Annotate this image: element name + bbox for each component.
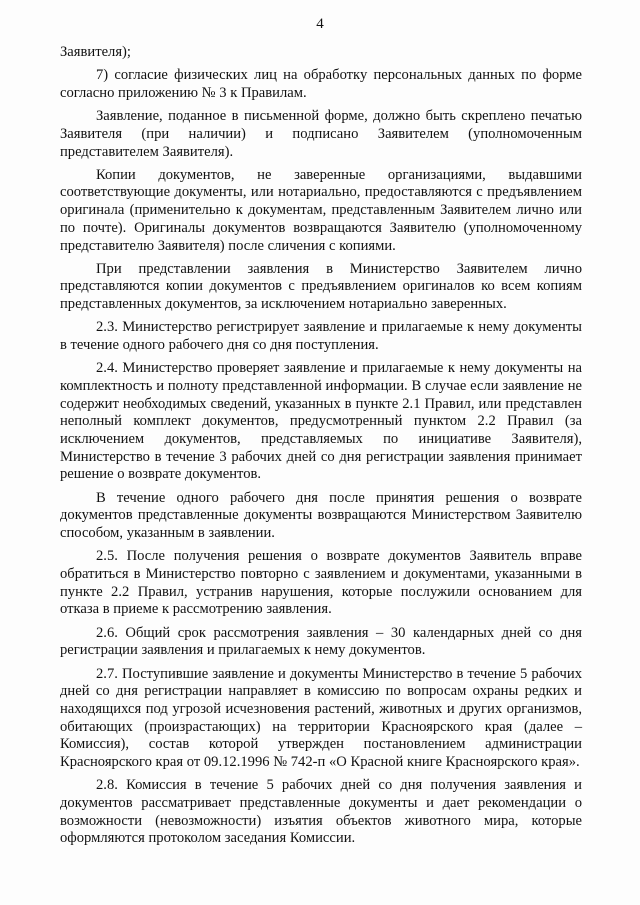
paragraph-2-8-commission-review: 2.8. Комиссия в течение 5 рабочих дней со дня получения заявления и документов рассматривает представленные документы и дает рекомендации о возможности (невозможности) изъятия объектов животного мира, которые оформляются протоколом заседания Комиссии. (60, 777, 582, 847)
paragraph-personal-submission: При представлении заявления в Министерство Заявителем лично представляются копии документов с предъявлением оригиналов ко всем копиям представленных документов, за исключением нотариально заверенных. (60, 260, 582, 313)
page-number: 4 (316, 16, 324, 32)
paragraph-2-4-verification: 2.4. Министерство проверяет заявление и прилагаемые к нему документы на комплектность и полноту представленной информации. В случае если заявление не содержит необходимых сведений, указанных в пункте 2.1 Правил, или представлен неполный комплект документов, предусмотренный пунктом 2.2 Правил (за исключением документов, представляемых по инициативе Заявителя), Министерство в течение 3 рабочих дней со дня регистрации заявления принимает решение о возврате документов. (60, 360, 582, 483)
paragraph-2-3-registration: 2.3. Министерство регистрирует заявление и прилагаемые к нему документы в течение одного рабочего дня со дня поступления. (60, 319, 582, 354)
paragraph-applicant-continuation: Заявителя); (60, 44, 131, 60)
paragraph-written-application-seal: Заявление, поданное в письменной форме, должно быть скреплено печатью Заявителя (при наличии) и подписано Заявителем (уполномоченным представителем Заявителя). (60, 108, 582, 160)
paragraph-2-7-commission-referral: 2.7. Поступившие заявление и документы Министерство в течение 5 рабочих дней со дня регистрации направляет в комиссию по вопросам охраны редких и находящихся под угрозой исчезновения растений, животных и других организмов, обитающих (произрастающих) на территории Красноярского края (далее – Комиссия), состав которой утвержден постановлением администрации Красноярского края от 09.12.1996 № 742-п «О Красной книге Красноярского края». (60, 665, 582, 771)
paragraph-document-return: В течение одного рабочего дня после принятия решения о возврате документов представленные документы возвращаются Министерством Заявителю способом, указанным в заявлении. (60, 489, 582, 542)
paragraph-document-copies: Копии документов, не заверенные организациями, выдавшими соответствующие документы, или нотариально, предоставляются с предъявлением оригинала (применительно к документам, представленным Заявителем лично или по почте). Оригиналы документов возвращаются Заявителю (уполномоченному представителю Заявителя) после сличения с копиями. (60, 166, 582, 254)
paragraph-item-7-consent: 7) согласие физических лиц на обработку персональных данных по форме согласно приложению № 3 к Правилам. (60, 67, 582, 101)
paragraph-2-5-resubmission: 2.5. После получения решения о возврате документов Заявитель вправе обратиться в Министерство повторно с заявлением и документами, указанными в пункте 2.2 Правил, устранив нарушения, которые послужили основанием для отказа в приеме к рассмотрению заявления. (60, 548, 582, 618)
paragraph-2-6-review-period: 2.6. Общий срок рассмотрения заявления – 30 календарных дней со дня регистрации заявления и прилагаемых к нему документов. (60, 624, 582, 659)
document-body (60, 44, 582, 854)
